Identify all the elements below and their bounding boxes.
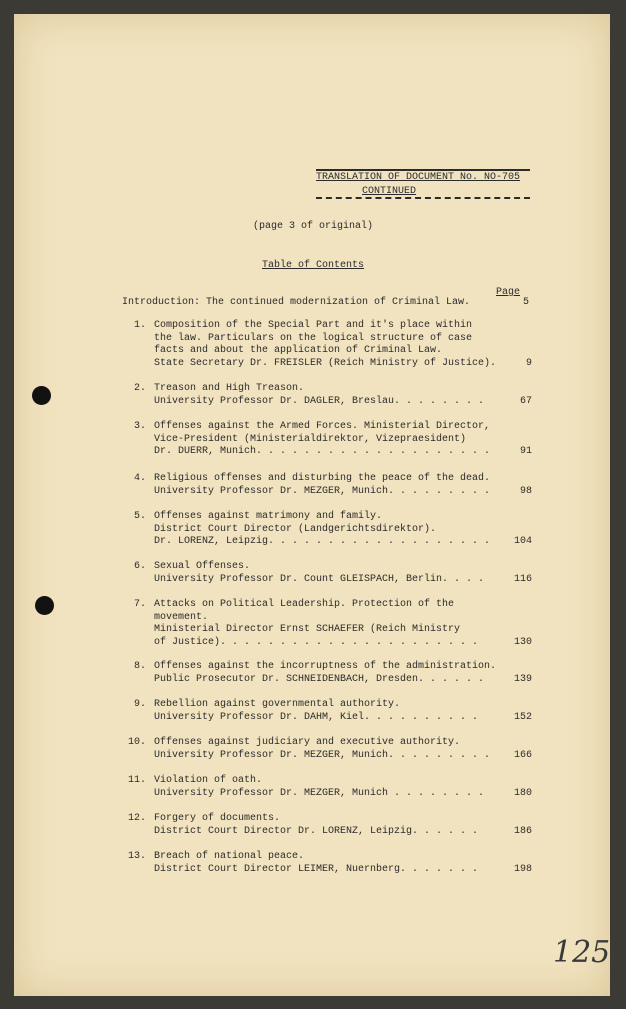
entry-number: 4. xyxy=(133,473,146,484)
toc-intro xyxy=(122,297,529,308)
entry-text xyxy=(154,473,494,498)
document-page xyxy=(14,14,610,996)
entry-text xyxy=(154,813,494,838)
entry-line: Vice-President (Ministerialdirektor, Vizepraesident) xyxy=(154,433,467,445)
entry-number: 11. xyxy=(127,775,146,786)
entry-line: University Professor Dr. MEZGER, Munich. . . . . . . . . xyxy=(154,485,491,497)
entry-number: 1. xyxy=(133,320,146,331)
entry-number: 10. xyxy=(127,737,146,748)
entry-line: Forgery of documents. xyxy=(154,813,281,824)
binder-hole-top xyxy=(32,386,51,405)
entry-line: Violation of oath. xyxy=(154,775,263,786)
entry-line: State Secretary Dr. FREISLER (Reich Ministry of Justice). xyxy=(154,357,497,369)
entry-line: Dr. LORENZ, Leipzig. . . . . . . . . . . . . . . . . . . xyxy=(154,536,491,547)
entry-page: 67 xyxy=(519,395,532,407)
entry-text xyxy=(154,851,494,876)
entry-page: 186 xyxy=(513,825,532,837)
entry-number: 8. xyxy=(133,661,146,672)
entry-line: Treason and High Treason. xyxy=(154,383,305,394)
entry-page: 130 xyxy=(513,636,532,648)
entry-number: 5. xyxy=(133,511,146,522)
entry-line: University Professor Dr. MEZGER, Munich. . . . . . . . . xyxy=(154,749,491,761)
entry-line: University Professor Dr. MEZGER, Munich . . . . . . . . xyxy=(154,787,485,799)
intro-text: Introduction: The continued modernization of Criminal Law. xyxy=(122,297,471,308)
entry-number: 9. xyxy=(133,699,146,710)
entry-line: Offenses against the incorruptness of the administration. xyxy=(154,661,497,672)
entry-text xyxy=(154,511,494,549)
entry-page: 104 xyxy=(513,536,532,547)
entry-text xyxy=(154,383,494,408)
entry-number: 12. xyxy=(127,813,146,824)
entry-text xyxy=(154,599,494,649)
entry-page: 152 xyxy=(513,711,532,723)
page-column-label: Page xyxy=(496,287,521,298)
document-header xyxy=(316,169,530,199)
entry-line: the law. Particulars on the logical structure of case xyxy=(154,332,473,344)
page-note: (page 3 of original) xyxy=(252,221,374,232)
entry-page: 198 xyxy=(513,863,532,875)
entry-page: 139 xyxy=(513,673,532,685)
entry-text xyxy=(154,661,497,686)
entry-line: Offenses against matrimony and family. xyxy=(154,511,383,522)
entry-text xyxy=(154,561,494,586)
intro-page: 5 xyxy=(522,297,529,308)
entry-line: Dr. DUERR, Munich. . . . . . . . . . . . . . . . . . . . xyxy=(154,446,491,457)
entry-line: District Court Director (Landgerichtsdirektor). xyxy=(154,523,437,535)
entry-line: Breach of national peace. xyxy=(154,851,305,862)
handwritten-page-number: 125 xyxy=(553,935,611,970)
entry-number: 2. xyxy=(133,383,146,394)
entry-line: Sexual Offenses. xyxy=(154,561,251,572)
entry-line: University Professor Dr. Count GLEISPACH, Berlin. . . . xyxy=(154,573,485,585)
entry-line: Offenses against judiciary and executive authority. xyxy=(154,737,461,748)
entry-number: 13. xyxy=(127,851,146,862)
entry-line: Offenses against the Armed Forces. Ministerial Director, xyxy=(154,421,491,432)
entry-line: Attacks on Political Leadership. Protection of the xyxy=(154,599,455,610)
entry-text xyxy=(154,699,494,724)
entry-line: Religious offenses and disturbing the peace of the dead. xyxy=(154,473,491,484)
entry-number: 7. xyxy=(133,599,146,610)
header-continued-line: CONTINUED xyxy=(362,186,417,197)
entry-text xyxy=(154,737,494,762)
entry-text xyxy=(154,421,494,459)
entry-line: University Professor Dr. DAHM, Kiel. . . . . . . . . . xyxy=(154,711,479,723)
entry-page: 91 xyxy=(519,446,532,457)
entry-line: facts and about the application of Criminal Law. xyxy=(154,345,443,356)
header-rule xyxy=(316,197,530,199)
entry-line: Public Prosecutor Dr. SCHNEIDENBACH, Dresden. . . . . . xyxy=(154,673,485,685)
entry-line: movement. xyxy=(154,611,209,623)
entry-page: 116 xyxy=(513,573,532,585)
entry-page: 180 xyxy=(513,787,532,799)
entry-line: Composition of the Special Part and it's place within xyxy=(154,320,473,331)
binder-hole-bottom xyxy=(35,596,54,615)
header-translation-line: TRANSLATION OF DOCUMENT No. NO-705 xyxy=(316,169,530,185)
entry-line: University Professor Dr. DAGLER, Breslau. . . . . . . . xyxy=(154,395,485,407)
entry-line: Rebellion against governmental authority. xyxy=(154,699,401,710)
entry-page: 166 xyxy=(513,749,532,761)
entry-text xyxy=(154,775,494,800)
entry-page: 9 xyxy=(525,357,532,369)
entry-line: District Court Director Dr. LORENZ, Leipzig. . . . . . xyxy=(154,825,479,837)
entry-line: Ministerial Director Ernst SCHAEFER (Reich Ministry xyxy=(154,624,461,635)
entry-text xyxy=(154,320,497,370)
toc-title: Table of Contents xyxy=(261,260,365,271)
entry-number: 3. xyxy=(133,421,146,432)
entry-line: of Justice). . . . . . . . . . . . . . . . . . . . . . xyxy=(154,636,479,648)
entry-page: 98 xyxy=(519,485,532,497)
entry-number: 6. xyxy=(133,561,146,572)
entry-line: District Court Director LEIMER, Nuernberg. . . . . . . xyxy=(154,863,479,875)
